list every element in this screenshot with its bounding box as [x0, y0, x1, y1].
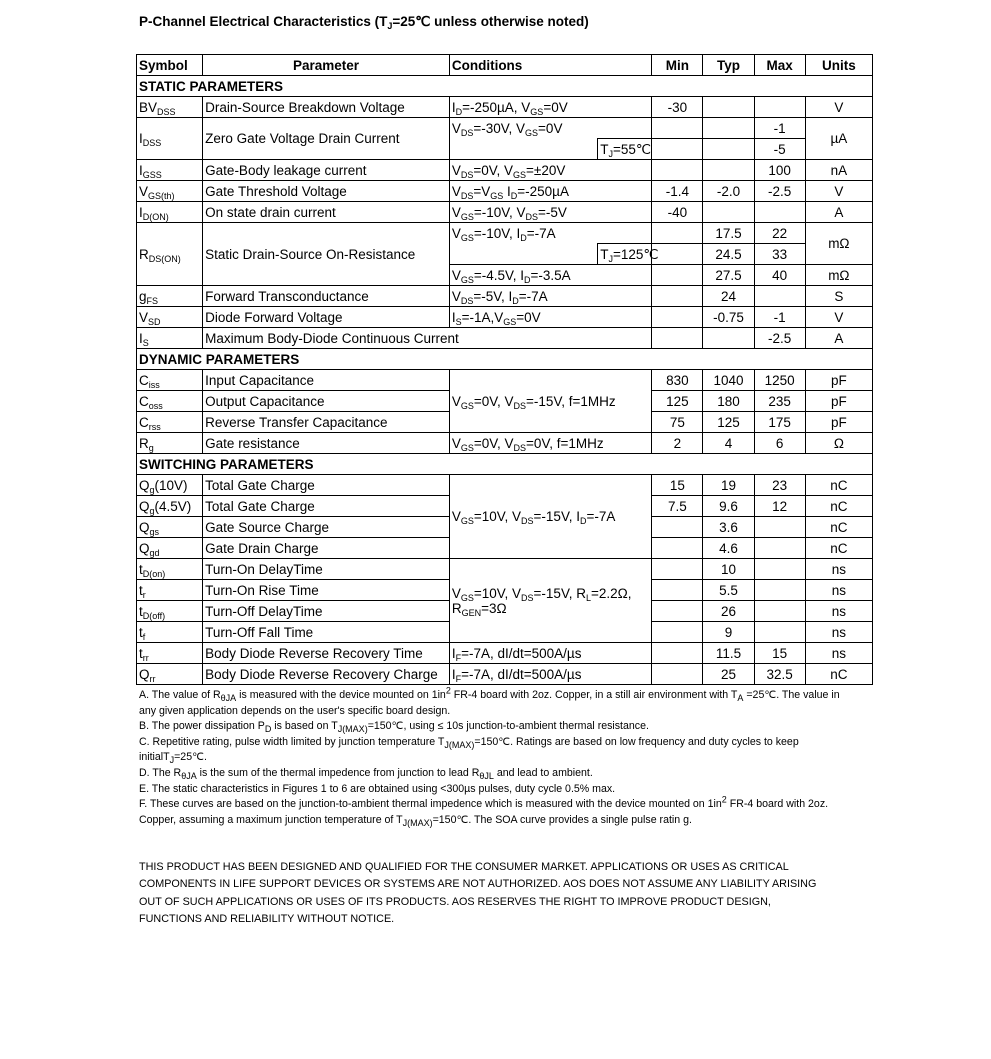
table-row [137, 118, 873, 139]
typ-cell: -0.75 [703, 307, 754, 328]
header-typ: Typ [703, 55, 754, 76]
conditions-cell: $V_{GS}=-10V$, $I_D=-7A$ [449, 223, 652, 244]
unit-cell: Ω [805, 433, 872, 454]
footnotes [139, 685, 859, 828]
typ-cell: 5.5 [703, 580, 754, 601]
parameter-cell: Drain-Source Breakdown Voltage [203, 97, 450, 118]
max-cell: -5 [754, 139, 805, 160]
min-cell: 2 [652, 433, 703, 454]
typ-cell: 4.6 [703, 538, 754, 559]
min-cell: -30 [652, 97, 703, 118]
conditions-cell: $V_{GS}=0V$, $V_{DS}=-15V$, f=1MHz [449, 370, 652, 433]
unit-cell: nC [805, 664, 872, 685]
typ-cell: 19 [703, 475, 754, 496]
max-cell: 6 [754, 433, 805, 454]
max-cell: 22 [754, 223, 805, 244]
parameter-cell: On state drain current [203, 202, 450, 223]
typ-cell: 1040 [703, 370, 754, 391]
max-cell [754, 202, 805, 223]
header-max: Max [754, 55, 805, 76]
parameter-cell: Static Drain-Source On-Resistance [203, 223, 450, 286]
typ-cell [703, 97, 754, 118]
max-cell: 40 [754, 265, 805, 286]
typ-cell: -2.0 [703, 181, 754, 202]
max-cell: -1 [754, 118, 805, 139]
symbol-cell: $C_{iss}$ [137, 370, 203, 391]
footnote-a: A. The value of $R_{\theta JA}$ is measured with the device mounted on $1in^2$ FR-4 board with 2oz. Copper, in a still air environment with $T_A$ =25℃. The value in any given application depends on the user's specific board design. [139, 685, 840, 717]
max-cell: 12 [754, 496, 805, 517]
max-cell [754, 559, 805, 580]
symbol-cell: $t_{D(on)}$ [137, 559, 203, 580]
unit-cell: nC [805, 475, 872, 496]
table-header-row [137, 55, 873, 76]
conditions-cell: $V_{DS}=-5V$, $I_D=-7A$ [449, 286, 652, 307]
unit-cell: ns [805, 622, 872, 643]
symbol-cell: $Q_{rr}$ [137, 664, 203, 685]
parameter-cell: Forward Transconductance [203, 286, 450, 307]
symbol-cell: $t_{rr}$ [137, 643, 203, 664]
min-cell: 125 [652, 391, 703, 412]
typ-cell: 17.5 [703, 223, 754, 244]
parameter-cell: Turn-On DelayTime [203, 559, 450, 580]
unit-cell: ns [805, 559, 872, 580]
min-cell [652, 286, 703, 307]
table-row [137, 475, 873, 496]
conditions-spacer [449, 244, 597, 265]
typ-cell: 27.5 [703, 265, 754, 286]
section-static: STATIC PARAMETERS [137, 76, 873, 97]
section-dynamic: DYNAMIC PARAMETERS [137, 349, 873, 370]
symbol-cell: $Q_g(4.5V)$ [137, 496, 203, 517]
conditions-cell: $V_{DS}=0V$, $V_{GS}=\pm 20V$ [449, 160, 652, 181]
footnote-e: E. The static characteristics in Figures 1 to 6 are obtained using <300µs pulses, duty cycle 0.5% max. [139, 782, 616, 795]
typ-cell [703, 118, 754, 139]
min-cell [652, 517, 703, 538]
table-row [137, 328, 873, 349]
symbol-cell: $BV_{DSS}$ [137, 97, 203, 118]
unit-cell: ns [805, 643, 872, 664]
min-cell [652, 265, 703, 286]
parameter-cell: Total Gate Charge [203, 475, 450, 496]
min-cell [652, 643, 703, 664]
parameter-cell: Reverse Transfer Capacitance [203, 412, 450, 433]
max-cell: 15 [754, 643, 805, 664]
typ-cell: 11.5 [703, 643, 754, 664]
min-cell [652, 244, 703, 265]
section-row [137, 454, 873, 475]
header-parameter: Parameter [203, 55, 450, 76]
disclaimer-line: THIS PRODUCT HAS BEEN DESIGNED AND QUALIFIED FOR THE CONSUMER MARKET. APPLICATIONS OR USES AS CRITICAL [139, 861, 789, 873]
max-cell: 23 [754, 475, 805, 496]
parameter-cell: Gate-Body leakage current [203, 160, 450, 181]
typ-cell [703, 328, 754, 349]
symbol-cell: $t_f$ [137, 622, 203, 643]
min-cell [652, 139, 703, 160]
conditions-cell: $I_F=-7A$, dI/dt=500A/µs [449, 643, 652, 664]
footnote-c: C. Repetitive rating, pulse width limited by junction temperature $T_{J(MAX)}=150℃$. Ratings are based on low frequency and duty cycles to keep initialT$_J$=25℃. [139, 735, 799, 766]
conditions-cell: $V_{DS}=V_{GS}$ $I_D=-250\mu A$ [449, 181, 652, 202]
temperature-condition-cell: $T_J=55℃$ [598, 139, 652, 160]
max-cell: 33 [754, 244, 805, 265]
min-cell [652, 601, 703, 622]
typ-cell: 24 [703, 286, 754, 307]
unit-cell: ns [805, 601, 872, 622]
header-conditions: Conditions [449, 55, 652, 76]
min-cell [652, 307, 703, 328]
table-row [137, 643, 873, 664]
parameter-cell: Output Capacitance [203, 391, 450, 412]
unit-cell: nC [805, 496, 872, 517]
unit-cell: ns [805, 580, 872, 601]
unit-cell: V [805, 307, 872, 328]
conditions-cell: $V_{GS}=-4.5V$, $I_D=-3.5A$ [449, 265, 652, 286]
parameter-cell: Input Capacitance [203, 370, 450, 391]
min-cell [652, 622, 703, 643]
symbol-cell: $I_{DSS}$ [137, 118, 203, 160]
parameter-cell: Body Diode Reverse Recovery Time [203, 643, 450, 664]
table-row [137, 286, 873, 307]
unit-cell: mΩ [805, 265, 872, 286]
min-cell: -1.4 [652, 181, 703, 202]
min-cell [652, 118, 703, 139]
max-cell: 1250 [754, 370, 805, 391]
max-cell [754, 538, 805, 559]
symbol-cell: $Q_{gd}$ [137, 538, 203, 559]
conditions-cell: $V_{GS}=-10V$, $V_{DS}=-5V$ [449, 202, 652, 223]
typ-cell: 4 [703, 433, 754, 454]
symbol-cell: $Q_{gs}$ [137, 517, 203, 538]
min-cell [652, 223, 703, 244]
min-cell [652, 664, 703, 685]
parameter-cell: Total Gate Charge [203, 496, 450, 517]
table-row [137, 160, 873, 181]
typ-cell: 9 [703, 622, 754, 643]
unit-cell: pF [805, 391, 872, 412]
disclaimer-line: FUNCTIONS AND RELIABILITY WITHOUT NOTICE. [139, 913, 395, 926]
table-row [137, 181, 873, 202]
unit-cell: nC [805, 517, 872, 538]
electrical-characteristics-table [136, 54, 873, 685]
max-cell: 175 [754, 412, 805, 433]
symbol-cell: $I_{D(ON)}$ [137, 202, 203, 223]
table-row [137, 370, 873, 391]
typ-cell [703, 160, 754, 181]
table-row [137, 97, 873, 118]
min-cell [652, 160, 703, 181]
conditions-cell: $I_S=-1A,V_{GS}=0V$ [449, 307, 652, 328]
parameter-cell: Maximum Body-Diode Continuous Current [203, 328, 652, 349]
footnote-b: B. The power dissipation $P_D$ is based on $T_{J(MAX)}=150℃$, using ≤ 10s junction-to-ambient thermal resistance. [139, 720, 649, 735]
parameter-cell: Gate Source Charge [203, 517, 450, 538]
parameter-cell: Zero Gate Voltage Drain Current [203, 118, 450, 160]
min-cell [652, 580, 703, 601]
unit-cell: pF [805, 370, 872, 391]
parameter-cell: Turn-Off Fall Time [203, 622, 450, 643]
symbol-cell: $V_{GS(th)}$ [137, 181, 203, 202]
unit-cell: mΩ [805, 223, 872, 265]
symbol-cell: $V_{SD}$ [137, 307, 203, 328]
typ-cell [703, 139, 754, 160]
max-cell: -1 [754, 307, 805, 328]
parameter-cell: Body Diode Reverse Recovery Charge [203, 664, 450, 685]
parameter-cell: Turn-Off DelayTime [203, 601, 450, 622]
symbol-cell: $C_{rss}$ [137, 412, 203, 433]
max-cell: -2.5 [754, 328, 805, 349]
table-row [137, 307, 873, 328]
conditions-cell: $V_{GS}=10V$, $V_{DS}=-15V$, $I_D=-7A$ [449, 475, 652, 559]
max-cell [754, 517, 805, 538]
conditions-cell: $I_D=-250\mu A$, $V_{GS}=0V$ [449, 97, 652, 118]
unit-cell: nC [805, 538, 872, 559]
max-cell: 235 [754, 391, 805, 412]
max-cell [754, 601, 805, 622]
temperature-condition-cell: $T_J=125℃$ [598, 244, 652, 265]
symbol-cell: $I_S$ [137, 328, 203, 349]
conditions-cell: $V_{GS}=10V$, $V_{DS}=-15V$, $R_L=2.2\Omega$, $R_{GEN}=3\Omega$ [449, 559, 652, 643]
unit-cell: V [805, 97, 872, 118]
max-cell: 100 [754, 160, 805, 181]
min-cell: 830 [652, 370, 703, 391]
parameter-cell: Gate Drain Charge [203, 538, 450, 559]
parameter-cell: Turn-On Rise Time [203, 580, 450, 601]
page-title: P-Channel Electrical Characteristics ($T_J=25℃$ unless otherwise noted) [139, 14, 589, 31]
symbol-cell: $R_{DS(ON)}$ [137, 223, 203, 286]
disclaimer [139, 859, 859, 929]
conditions-cell: $I_F=-7A$, dI/dt=500A/µs [449, 664, 652, 685]
typ-cell: 25 [703, 664, 754, 685]
typ-cell: 3.6 [703, 517, 754, 538]
header-symbol: Symbol [137, 55, 203, 76]
symbol-cell: $Q_g(10V)$ [137, 475, 203, 496]
table-row [137, 223, 873, 244]
max-cell [754, 580, 805, 601]
section-row [137, 349, 873, 370]
disclaimer-line: COMPONENTS IN LIFE SUPPORT DEVICES OR SYSTEMS ARE NOT AUTHORIZED. AOS DOES NOT ASSUME ANY LIABILITY ARISING [139, 878, 817, 891]
unit-cell: S [805, 286, 872, 307]
symbol-cell: $g_{FS}$ [137, 286, 203, 307]
symbol-cell: $I_{GSS}$ [137, 160, 203, 181]
parameter-cell: Gate resistance [203, 433, 450, 454]
header-min: Min [652, 55, 703, 76]
unit-cell: pF [805, 412, 872, 433]
footnote-d: D. The $R_{\theta JA}$ is the sum of the thermal impedence from junction to lead $R_{\theta JL}$ and lead to ambient. [139, 766, 593, 781]
parameter-cell: Diode Forward Voltage [203, 307, 450, 328]
conditions-cell: $V_{DS}=-30V$, $V_{GS}=0V$ [449, 118, 652, 139]
min-cell: 15 [652, 475, 703, 496]
min-cell: 75 [652, 412, 703, 433]
unit-cell: µA [805, 118, 872, 160]
section-switching: SWITCHING PARAMETERS [137, 454, 873, 475]
max-cell: 32.5 [754, 664, 805, 685]
conditions-cell: $V_{GS}=0V$, $V_{DS}=0V$, f=1MHz [449, 433, 652, 454]
typ-cell: 125 [703, 412, 754, 433]
unit-cell: nA [805, 160, 872, 181]
typ-cell [703, 202, 754, 223]
symbol-cell: $t_{D(off)}$ [137, 601, 203, 622]
footnote-f: F. These curves are based on the junction-to-ambient thermal impedence which is measured with the device mounted on $1in^2$ FR-4 board with 2oz. Copper, assuming a maximum junction temperature of $T_{J(MAX)}=150℃$. The SOA curve provides a single pulse ratin g. [139, 794, 829, 828]
max-cell [754, 622, 805, 643]
min-cell: -40 [652, 202, 703, 223]
max-cell [754, 97, 805, 118]
min-cell [652, 328, 703, 349]
section-row [137, 76, 873, 97]
typ-cell: 180 [703, 391, 754, 412]
table-row [137, 559, 873, 580]
unit-cell: A [805, 202, 872, 223]
typ-cell: 24.5 [703, 244, 754, 265]
symbol-cell: $C_{oss}$ [137, 391, 203, 412]
symbol-cell: $R_g$ [137, 433, 203, 454]
parameter-cell: Gate Threshold Voltage [203, 181, 450, 202]
typ-cell: 26 [703, 601, 754, 622]
min-cell [652, 559, 703, 580]
typ-cell: 9.6 [703, 496, 754, 517]
unit-cell: V [805, 181, 872, 202]
header-units: Units [805, 55, 872, 76]
table-row [137, 433, 873, 454]
typ-cell: 10 [703, 559, 754, 580]
min-cell [652, 538, 703, 559]
conditions-spacer [449, 139, 597, 160]
unit-cell: A [805, 328, 872, 349]
table-row [137, 664, 873, 685]
max-cell: -2.5 [754, 181, 805, 202]
min-cell: 7.5 [652, 496, 703, 517]
table-row [137, 202, 873, 223]
max-cell [754, 286, 805, 307]
disclaimer-line: OUT OF SUCH APPLICATIONS OR USES OF ITS PRODUCTS. AOS RESERVES THE RIGHT TO IMPROVE PRODUCT DESIGN, [139, 895, 771, 908]
symbol-cell: $t_r$ [137, 580, 203, 601]
